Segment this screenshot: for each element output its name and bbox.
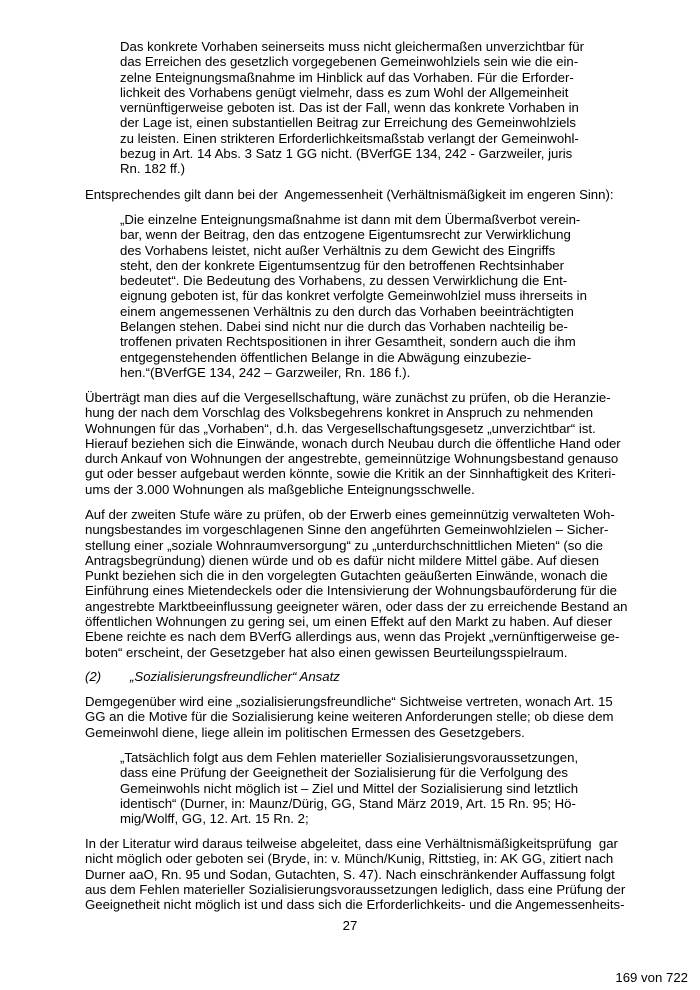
paragraph-3-line: Einführung eines Mietendeckels oder die Intensivierung der Wohnungsbauförderung für die [85, 583, 617, 599]
quote-3-line: identisch“ (Durner, in: Maunz/Dürig, GG, Stand März 2019, Art. 15 Rn. 95; Hö- [120, 795, 576, 811]
quote-2-line: steht, den der konkrete Eigentumsentzug für den betroffenen Rechtsinhaber [120, 257, 565, 273]
paragraph-3-line: Ebene reichte es nach dem BVerfG allerdings aus, wenn das Projekt „vernünftigerweise ge- [85, 629, 620, 645]
quote-2-line: bedeutet“. Die Bedeutung des Vorhabens, zu dessen Verwirklichung die Ent- [120, 273, 568, 289]
paragraph-2-line: Hierauf beziehen sich die Einwände, wonach durch Neubau durch die öffentliche Hand oder [85, 435, 621, 451]
quote-3-line: Gemeinwohls nicht möglich ist – Ziel und Mittel der Sozialisierung sind letztlich [120, 780, 579, 796]
paragraph-4-line: Gemeinwohl diene, liege allein im politischen Ermessen des Gesetzgebers. [85, 724, 525, 740]
paragraph-5-line: nicht möglich oder geboten sei (Bryde, in: v. Münch/Kunig, Rittstieg, in: AK GG, zitiert nach [85, 851, 614, 867]
quote-1-line: lichkeit des Vorhabens genügt vielmehr, dass es zum Wohl der Allgemeinheit [120, 84, 569, 100]
paragraph-2-line: durch Ankauf von Wohnungen der angestrebte, gemeinnützige Wohnungsbestand genauso [85, 451, 619, 467]
section-title: „Sozialisierungsfreundlicher“ Ansatz [130, 669, 340, 684]
quote-3-line: mig/Wolff, GG, 12. Art. 15 Rn. 2; [120, 811, 309, 827]
paragraph-3 [85, 507, 628, 660]
paragraph-3-line: Punkt beziehen sich die in den vorgelegten Gutachten geäußerten Einwände, wonach die [85, 568, 608, 584]
quote-2-line: Belangen stehen. Dabei sind nicht nur die durch das Vorhaben nachteilig be- [120, 319, 568, 335]
quote-2-line: hen.“(BVerfGE 134, 242 – Garzweiler, Rn. 186 f.). [120, 364, 411, 380]
paragraph-5-line: Durner aaO, Rn. 95 und Sodan, Gutachten, S. 47). Nach einschränkender Auffassung folgt [85, 866, 615, 882]
quote-block-2 [120, 212, 587, 380]
quote-1-line: zelne Enteignungsmaßnahme im Hinblick auf das Vorhaben. Für die Erforder- [120, 69, 574, 85]
quote-2-line: „Die einzelne Enteignungsmaßnahme ist dann mit dem Übermaßverbot verein- [120, 212, 581, 227]
quote-2-line: einem angemessenen Verhältnis zu den durch das Vorhaben beeinträchtigten [120, 303, 574, 319]
quote-3-line: „Tatsächlich folgt aus dem Fehlen materieller Sozialisierungsvoraussetzungen, [120, 750, 579, 765]
quote-1-line: zu leisten. Einen strikteren Erforderlichkeitsmaßstab verlangt der Gemeinwohl- [120, 130, 579, 146]
paragraph-4-line: Demgegenüber wird eine „sozialisierungsfreundliche“ Sichtweise vertreten, wonach Art. 15 [85, 694, 613, 709]
page-number: 27 [342, 918, 358, 933]
paragraph-2 [85, 390, 621, 497]
quote-1-line: das Erreichen des gesetzlich vorgegebenen Gemeinwohlziels sein wie die ein- [120, 54, 579, 70]
quote-3-line: dass eine Prüfung der Geeignetheit der Sozialisierung für die Verfolgung des [120, 765, 568, 781]
paragraph-5-line: aus dem Fehlen materieller Sozialisierungsvoraussetzungen lediglich, dass eine Prüfung der [85, 881, 626, 897]
section-number: (2) [85, 669, 102, 684]
paragraph-1 [85, 187, 614, 202]
quote-block-3 [120, 750, 578, 826]
quote-1-line: bezug in Art. 14 Abs. 3 Satz 1 GG nicht. (BVerfGE 134, 242 - Garzweiler, juris [120, 146, 573, 162]
paragraph-4 [85, 694, 614, 740]
quote-2-line: eignung geboten ist, für das konkret verfolgte Gemeinwohlziel muss ihrerseits in [120, 288, 587, 304]
quote-2-line: troffenen privaten Rechtspositionen in ihrer Gesamtheit, sondern auch die ihm [120, 334, 576, 350]
paragraph-2-line: hung der nach dem Vorschlag des Volksbegehrens konkret in Anspruch zu nehmenden [85, 405, 594, 421]
paragraph-5-line: In der Literatur wird daraus teilweise abgeleitet, dass eine Verhältnismäßigkeitsprüfung gar [85, 836, 618, 851]
paragraph-3-line: nungsbestandes im vorgeschlagenen Sinne den angeführten Gemeinwohlzielen – Sicher- [85, 522, 609, 538]
quote-1-line: vernünftigerweise geboten ist. Das ist der Fall, wenn das konkrete Vorhaben in [120, 100, 579, 116]
quote-2-line: des Vorhabens leistet, nicht außer Verhältnis zu dem Gewicht des Eingriffs [120, 242, 556, 258]
paragraph-3-line: öffentlichen Wohnungen zu gering sei, um einen Effekt auf den Markt zu haben. Auf dieser [85, 614, 613, 630]
quote-1-line: Das konkrete Vorhaben seinerseits muss nicht gleichermaßen unverzichtbar für [120, 39, 584, 54]
paragraph-3-line: Antragsbegründung) dienen würde und ob es dafür nicht mildere Mittel gäbe. Auf diesen [85, 552, 599, 568]
quote-block-1 [120, 39, 584, 177]
paragraph-2-line: Überträgt man dies auf die Vergesellschaftung, wäre zunächst zu prüfen, ob die Heranzie- [85, 390, 611, 405]
section-heading [85, 669, 605, 684]
paragraph-2-line: ums der 3.000 Wohnungen als maßgebliche Enteignungsschwelle. [85, 481, 475, 497]
paragraph-5-line: Geeignetheit nicht möglich ist und dass sich die Erforderlichkeits- und die Angemessenheits- [85, 897, 625, 913]
paragraph-4-line: GG an die Motive für die Sozialisierung keine weiteren Anforderungen stelle; ob diese dem [85, 709, 614, 725]
paragraph-1-line: Entsprechendes gilt dann bei der Angemessenheit (Verhältnismäßigkeit im engeren Sinn): [85, 187, 614, 202]
paragraph-3-line: boten“ erscheint, der Gesetzgeber hat also einen gewissen Beurteilungsspielraum. [85, 644, 568, 660]
paragraph-3-line: stellung einer „soziale Wohnraumversorgung“ zu „unterdurchschnittlichen Mieten“ (so die [85, 537, 603, 553]
quote-1-line: der Lage ist, einen substantiellen Beitrag zur Erreichung des Gemeinwohlziels [120, 115, 576, 131]
quote-1-line: Rn. 182 ff.) [120, 161, 185, 177]
quote-2-line: bar, wenn der Beitrag, den das entzogene Eigentumsrecht zur Verwirklichung [120, 227, 571, 243]
paragraph-5 [85, 836, 625, 912]
paragraph-2-line: gut oder besser aufgebaut werden könnte, sowie die Kritik an der Sinnhaftigkeit des Kriteri- [85, 466, 616, 482]
paragraph-2-line: Wohnungen für das „Vorhaben“, d.h. das Vergesellschaftungsgesetz „unverzichtbar“ ist. [85, 420, 596, 436]
paragraph-3-line: angestrebte Marktbeeinflussung geeigneter wären, oder dass der zu erreichende Bestand an [85, 598, 628, 614]
paragraph-3-line: Auf der zweiten Stufe wäre zu prüfen, ob der Erwerb eines gemeinnützig verwalteten Woh- [85, 507, 615, 522]
pdf-page-indicator: 169 von 722 [615, 970, 688, 985]
quote-2-line: entgegenstehenden öffentlichen Belange in die Abwägung einzubezie- [120, 349, 532, 365]
